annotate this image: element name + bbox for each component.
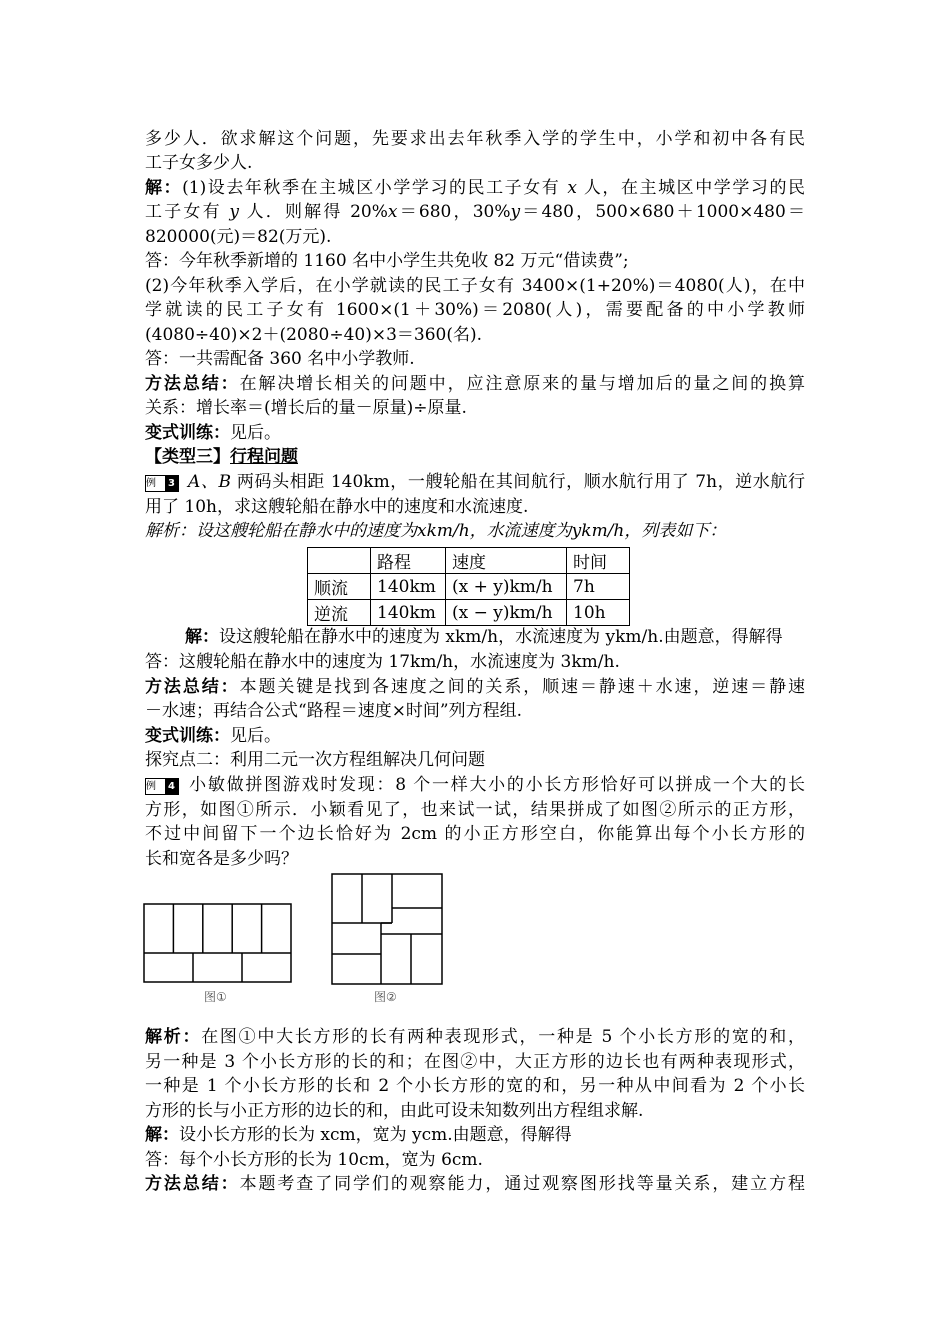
answer-line: 答：今年秋季新增的 1160 名中小学生共免收 82 万元“借读费”; (145, 251, 629, 271)
method-summary: 方法总结：本题关键是找到各速度之间的关系，顺速＝静速＋水速，逆速＝静速 (145, 677, 806, 697)
figure-2 (331, 873, 443, 985)
solution-line: 解：(1)设去年秋季在主城区小学学习的民工子女有 x 人，在主城区中学学习的民 (145, 178, 806, 198)
method-summary: 方法总结：本题考查了同学们的观察能力，通过观察图形找等量关系，建立方程 (145, 1174, 806, 1194)
example-4: 例 4 小敏做拼图游戏时发现：8 个一样大小的小长方形恰好可以拼成一个大的长 (146, 775, 805, 795)
example-3: 例 3 A、B 两码头相距 140km，一艘轮船在其间航行，顺水航行用了 7h，逆水航行 (146, 472, 805, 492)
text-line: 方形，如图①所示．小颖看见了，也来试一试，结果拼成了如图②所示的正方形， (145, 800, 805, 820)
text-line: 一种是 1 个小长方形的长和 2 个小长方形的宽的和，另一种从中间看为 2 个小长 (145, 1076, 805, 1096)
answer-line: 答：这艘轮船在静水中的速度为 17km/h，水流速度为 3km/h. (145, 652, 620, 672)
text-line: 方形的长与小正方形的边长的和，由此可设未知数列出方程组求解. (145, 1101, 644, 1121)
example-badge: 例 4 (145, 778, 179, 795)
text-line: 学就读的民工子女有 1600×(1＋30%)＝2080(人)，需要配备的中小学教师 (145, 300, 805, 320)
solution-label: 解： (145, 178, 183, 198)
solution-line: 解：设这艘轮船在静水中的速度为 xkm/h，水流速度为 ykm/h.由题意，得解得 (185, 627, 783, 647)
solution-line: 解：设小长方形的长为 xcm，宽为 ycm.由题意，得解得 (145, 1125, 572, 1145)
speed-table (307, 547, 630, 626)
table-header-row: 路程 速度 时间 (308, 548, 630, 574)
answer-line: 答：一共需配备 360 名中小学教师. (145, 349, 415, 369)
text-line: 用了 10h，求这艘轮船在静水中的速度和水流速度. (145, 497, 529, 517)
analysis-line: 解析：在图①中大长方形的长有两种表现形式，一种是 5 个小长方形的宽的和， (145, 1027, 806, 1047)
figure-2-caption: 图② (374, 990, 397, 1004)
section-heading: 探究点二：利用二元一次方程组解决几何问题 (145, 750, 485, 770)
text-line: (4080÷40)×2＋(2080÷40)×3＝360(名). (145, 325, 483, 345)
text-line: 工子女有 y 人．则解得 20%x＝680，30%y＝480，500×680＋1000×480＝ (145, 202, 805, 222)
text-line: －水速；再结合公式“路程＝速度×时间”列方程组. (145, 701, 523, 721)
figure-1-caption: 图① (204, 990, 227, 1004)
text-line: 长和宽各是多少吗？ (145, 849, 298, 869)
method-summary: 方法总结：在解决增长相关的问题中，应注意原来的量与增加后的量之间的换算 (145, 374, 806, 394)
text-line: 820000(元)＝82(万元). (145, 227, 332, 247)
text-line: 关系：增长率＝(增长后的量－原量)÷原量. (145, 398, 467, 418)
section-heading: 【类型三】行程问题 (145, 447, 298, 467)
table-row: 逆流 140km (x − y)km/h 10h (308, 600, 630, 626)
figure-1 (143, 903, 293, 984)
text-line: 另一种是 3 个小长方形的长的和；在图②中，大正方形的边长也有两种表现形式， (145, 1052, 805, 1072)
text-line: 工子女多少人. (145, 153, 253, 173)
practice-line: 变式训练：见后。 (145, 726, 281, 746)
answer-line: 答：每个小长方形的长为 10cm，宽为 6cm. (145, 1150, 483, 1170)
text-line: 不过中间留下一个边长恰好为 2cm 的小正方形空白，你能算出每个小长方形的 (145, 824, 805, 844)
text-line: 多少人．欲求解这个问题，先要求出去年秋季入学的学生中，小学和初中各有民 (145, 129, 805, 149)
analysis-line: 解析：设这艘轮船在静水中的速度为xkm/h，水流速度为ykm/h，列表如下： (145, 521, 727, 541)
example-badge: 例 3 (145, 475, 179, 492)
practice-line: 变式训练：见后。 (145, 423, 281, 443)
table-row: 顺流 140km (x + y)km/h 7h (308, 574, 630, 600)
text-line: (2)今年秋季入学后，在小学就读的民工子女有 3400×(1+20%)＝4080(人)，在中 (145, 276, 805, 296)
